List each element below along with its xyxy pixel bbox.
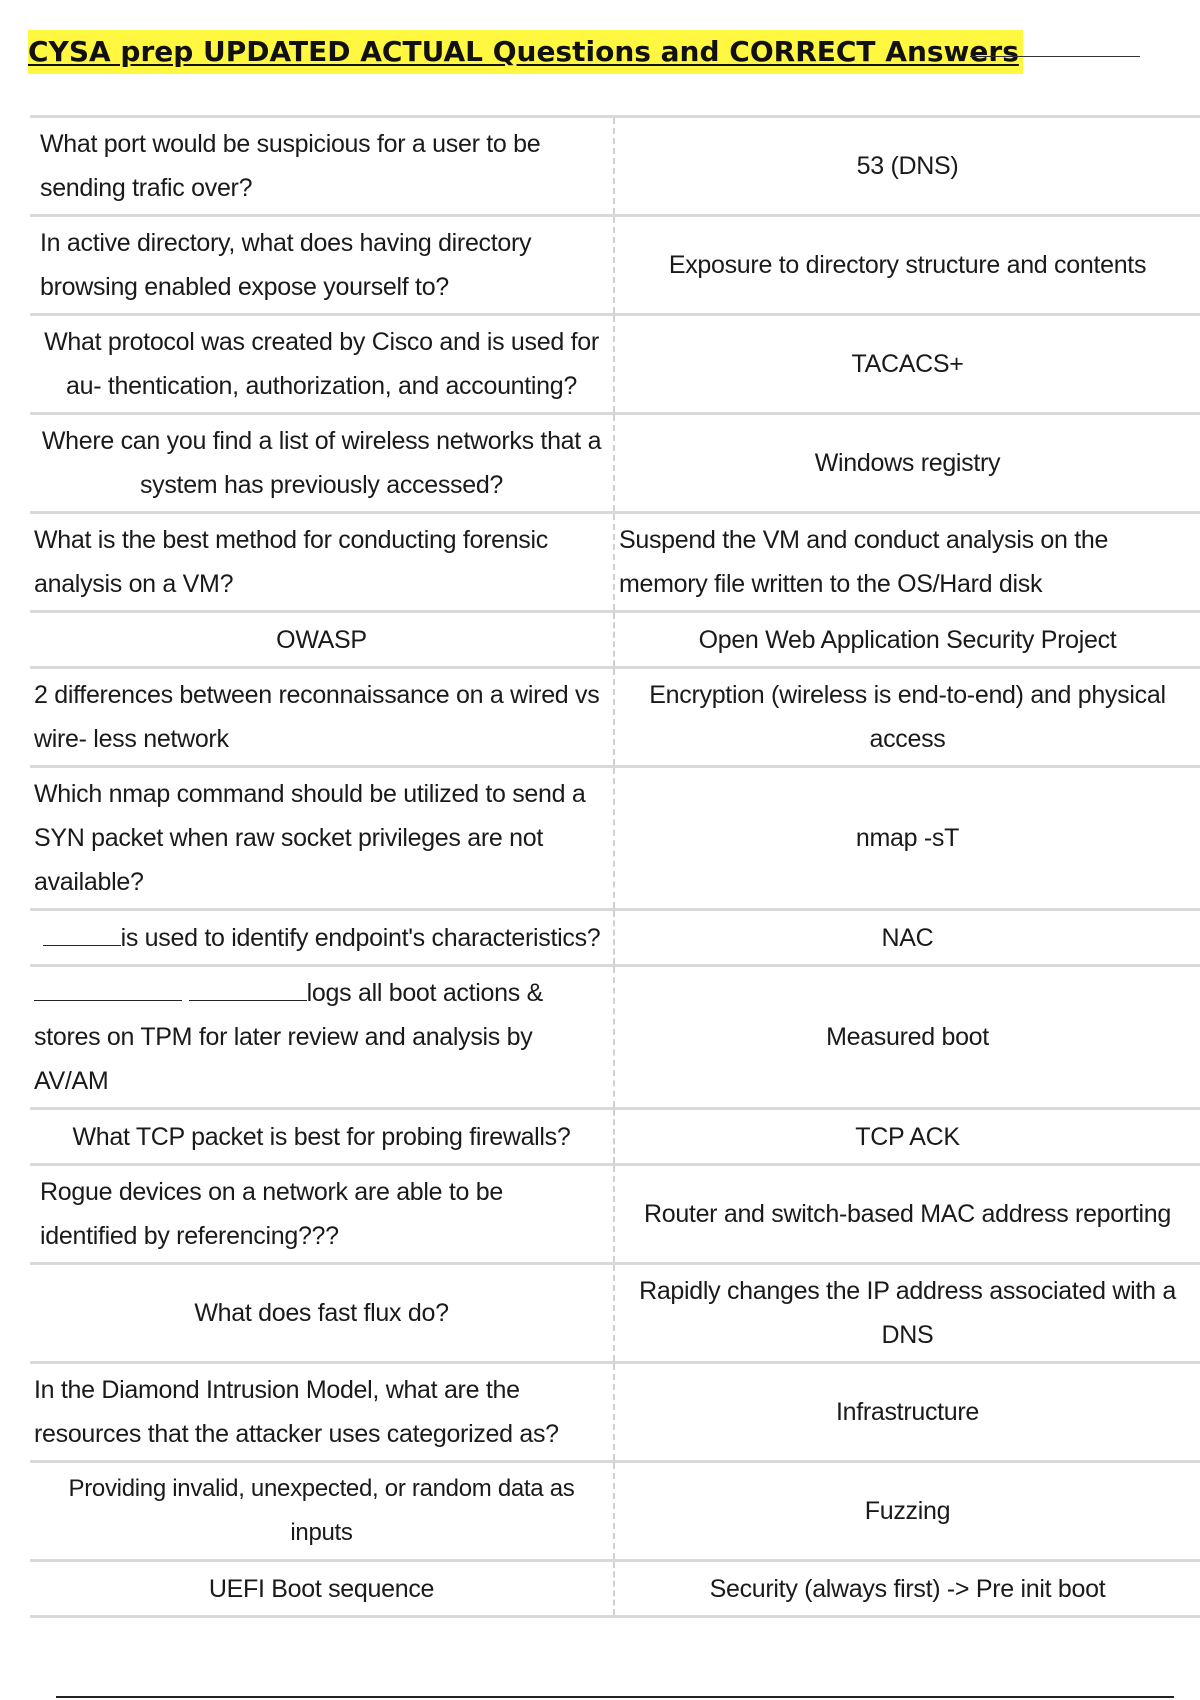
question-cell: Which nmap command should be utilized to send a SYN packet when raw socket privileges are not available?: [30, 767, 614, 910]
question-cell: Where can you find a list of wireless networks that a system has previously accessed?: [30, 414, 614, 513]
question-cell: [30, 910, 614, 966]
question-cell: Rogue devices on a network are able to be identified by referencing???: [30, 1165, 614, 1264]
answer-cell: Router and switch-based MAC address reporting: [643, 1200, 1172, 1228]
answer-cell: Open Web Application Security Project: [698, 625, 1117, 654]
table-row: [30, 612, 1200, 668]
table-row: [30, 117, 1200, 216]
page-bottom-rule: [56, 1696, 1174, 1698]
table-row: [30, 966, 1200, 1109]
table-row: [30, 910, 1200, 966]
table-row: [30, 414, 1200, 513]
fill-in-blank: [34, 972, 182, 1001]
answer-cell: Suspend the VM and conduct analysis on the memory file written to the OS/Hard disk: [619, 526, 1109, 598]
question-text: is used to identify endpoint's characteristics?: [120, 923, 601, 952]
answer-cell: Exposure to directory structure and contents: [668, 251, 1147, 279]
question-cell: OWASP: [30, 612, 614, 668]
table-row: [30, 1264, 1200, 1363]
table-row: [30, 1462, 1200, 1561]
question-cell: What port would be suspicious for a user to be sending trafic over?: [30, 117, 614, 216]
question-cell: [30, 966, 614, 1109]
table-row: [30, 1109, 1200, 1165]
question-cell: What does fast flux do?: [30, 1264, 614, 1363]
question-cell: What TCP packet is best for probing firewalls?: [30, 1109, 614, 1165]
question-cell: In active directory, what does having directory browsing enabled expose yourself to?: [30, 216, 614, 315]
table-row: [30, 767, 1200, 910]
table-row: [30, 1561, 1200, 1617]
table-row: [30, 216, 1200, 315]
table-row: [30, 513, 1200, 612]
fill-in-blank: [189, 972, 307, 1001]
question-cell: UEFI Boot sequence: [30, 1561, 614, 1617]
answer-cell: Infrastructure: [835, 1398, 980, 1426]
answer-cell: Security (always first) -> Pre init boot: [709, 1574, 1106, 1603]
qa-table: [30, 115, 1200, 1618]
question-cell: In the Diamond Intrusion Model, what are the resources that the attacker uses categorized as?: [30, 1363, 614, 1462]
answer-cell: Rapidly changes the IP address associated with a DNS: [639, 1277, 1176, 1349]
answer-cell: NAC: [881, 923, 934, 952]
fill-in-blank: [43, 917, 121, 946]
question-text: logs all boot actions & stores on TPM for later review and analysis by AV/AM: [34, 979, 543, 1095]
table-row: [30, 315, 1200, 414]
answer-cell: 53 (DNS): [856, 152, 959, 180]
document-title: CYSA prep UPDATED ACTUAL Questions and CORRECT Answers: [28, 30, 1023, 74]
question-cell: What is the best method for conducting forensic analysis on a VM?: [30, 513, 614, 612]
title-area: [28, 30, 1138, 78]
answer-cell: Encryption (wireless is end-to-end) and physical access: [649, 681, 1166, 753]
answer-cell: Measured boot: [826, 1023, 989, 1051]
question-cell: Providing invalid, unexpected, or random data as inputs: [30, 1462, 614, 1561]
table-row: [30, 1165, 1200, 1264]
answer-cell: TACACS+: [851, 350, 964, 378]
answer-cell: nmap -sT: [855, 824, 960, 852]
question-cell: What protocol was created by Cisco and is used for au- thentication, authorization, and accounting?: [30, 315, 614, 414]
table-row: [30, 1363, 1200, 1462]
question-cell: 2 differences between reconnaissance on a wired vs wire- less network: [30, 668, 614, 767]
answer-cell: TCP ACK: [855, 1122, 960, 1151]
answer-cell: Fuzzing: [864, 1497, 951, 1525]
title-underline-rule: [970, 56, 1140, 57]
table-row: [30, 668, 1200, 767]
answer-cell: Windows registry: [814, 449, 1001, 477]
